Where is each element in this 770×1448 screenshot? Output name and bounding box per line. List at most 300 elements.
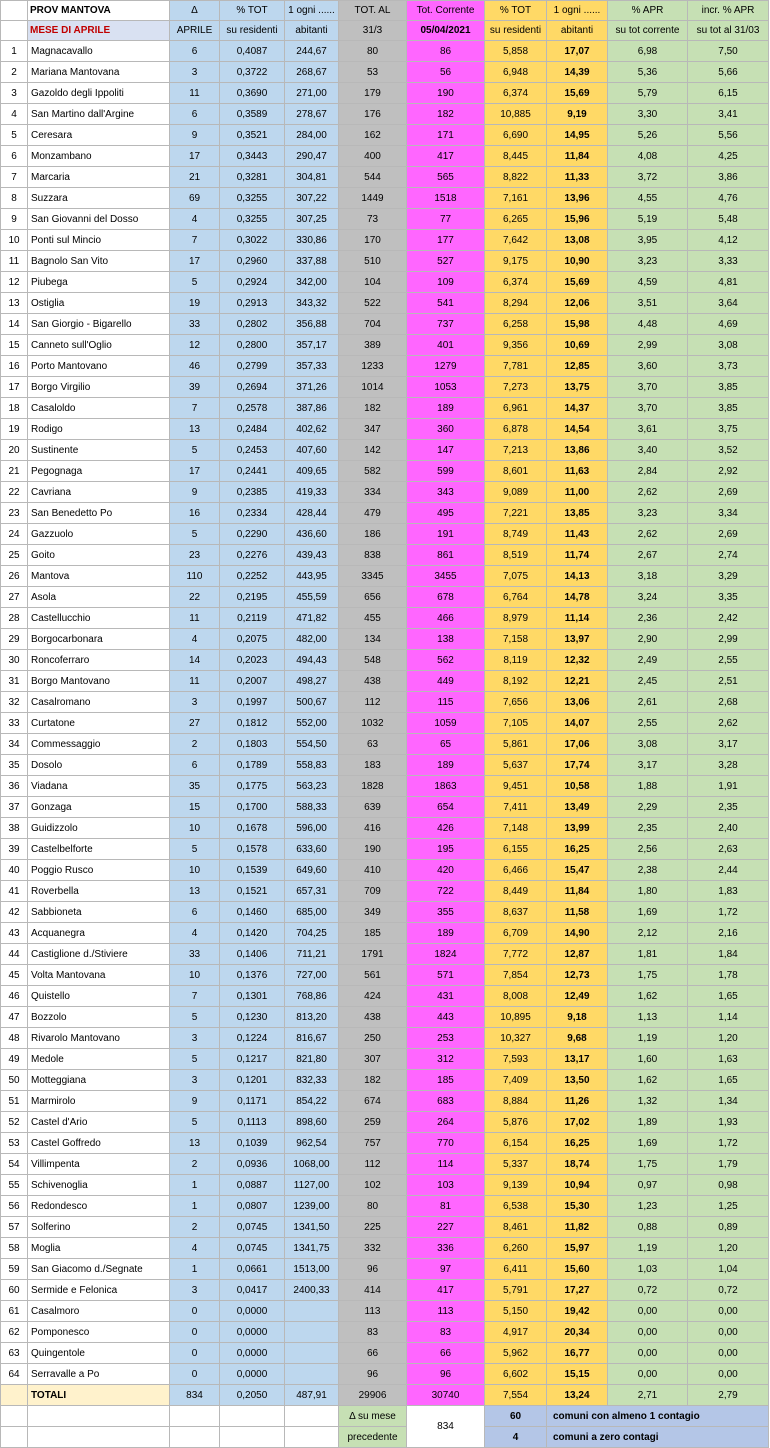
one-every-inhabitants-cell[interactable]: 727,00 (285, 965, 339, 986)
incr-pct-april-cell[interactable]: 3,64 (688, 293, 769, 314)
totals-cell[interactable]: 30740 (407, 1385, 485, 1406)
incr-pct-april-cell[interactable]: 0,72 (688, 1280, 769, 1301)
one-every-current-cell[interactable]: 17,74 (547, 755, 608, 776)
total-current-cell[interactable]: 683 (407, 1091, 485, 1112)
total-current-cell[interactable]: 96 (407, 1364, 485, 1385)
pct-tot-current-cell[interactable]: 6,961 (485, 398, 547, 419)
one-every-inhabitants-cell[interactable]: 343,32 (285, 293, 339, 314)
one-every-inhabitants-cell[interactable]: 1127,00 (285, 1175, 339, 1196)
total-31-3-cell[interactable]: 259 (339, 1112, 407, 1133)
total-current-cell[interactable]: 678 (407, 587, 485, 608)
pct-april-cell[interactable]: 4,48 (608, 314, 688, 335)
total-current-cell[interactable]: 77 (407, 209, 485, 230)
total-31-3-cell[interactable]: 307 (339, 1049, 407, 1070)
one-every-current-cell[interactable]: 14,90 (547, 923, 608, 944)
empty-cell[interactable] (28, 1406, 170, 1427)
header-cell[interactable]: su residenti (220, 21, 285, 41)
delta-april-cell[interactable]: 6 (170, 104, 220, 125)
pct-tot-current-cell[interactable]: 7,854 (485, 965, 547, 986)
pct-april-cell[interactable]: 1,13 (608, 1007, 688, 1028)
incr-pct-april-cell[interactable]: 2,74 (688, 545, 769, 566)
delta-label-1[interactable]: Δ su mese (339, 1406, 407, 1427)
pct-tot-current-cell[interactable]: 8,008 (485, 986, 547, 1007)
pct-tot-residents-cell[interactable]: 0,3722 (220, 62, 285, 83)
total-31-3-cell[interactable]: 1791 (339, 944, 407, 965)
total-31-3-cell[interactable]: 170 (339, 230, 407, 251)
one-every-current-cell[interactable]: 10,58 (547, 776, 608, 797)
pct-april-cell[interactable]: 3,23 (608, 251, 688, 272)
header-cell[interactable]: su tot al 31/03 (688, 21, 769, 41)
row-number-cell[interactable]: 12 (1, 272, 28, 293)
one-every-current-cell[interactable]: 12,73 (547, 965, 608, 986)
delta-april-cell[interactable]: 46 (170, 356, 220, 377)
municipality-name-cell[interactable]: Asola (28, 587, 170, 608)
delta-april-cell[interactable]: 4 (170, 923, 220, 944)
total-current-cell[interactable]: 103 (407, 1175, 485, 1196)
pct-tot-residents-cell[interactable]: 0,2913 (220, 293, 285, 314)
pct-tot-residents-cell[interactable]: 0,1406 (220, 944, 285, 965)
delta-april-cell[interactable]: 22 (170, 587, 220, 608)
row-number-cell[interactable]: 18 (1, 398, 28, 419)
totals-cell[interactable]: 0,2050 (220, 1385, 285, 1406)
delta-april-cell[interactable]: 1 (170, 1259, 220, 1280)
one-every-current-cell[interactable]: 13,06 (547, 692, 608, 713)
one-every-current-cell[interactable]: 10,94 (547, 1175, 608, 1196)
municipality-name-cell[interactable]: Castiglione d./Stiviere (28, 944, 170, 965)
delta-april-cell[interactable]: 9 (170, 125, 220, 146)
pct-tot-current-cell[interactable]: 7,593 (485, 1049, 547, 1070)
one-every-current-cell[interactable]: 13,50 (547, 1070, 608, 1091)
total-current-cell[interactable]: 343 (407, 482, 485, 503)
total-31-3-cell[interactable]: 479 (339, 503, 407, 524)
row-number-cell[interactable]: 50 (1, 1070, 28, 1091)
row-number-cell[interactable]: 47 (1, 1007, 28, 1028)
one-every-current-cell[interactable]: 10,90 (547, 251, 608, 272)
total-current-cell[interactable]: 56 (407, 62, 485, 83)
total-current-cell[interactable]: 3455 (407, 566, 485, 587)
total-current-cell[interactable]: 189 (407, 923, 485, 944)
one-every-current-cell[interactable]: 11,33 (547, 167, 608, 188)
empty-cell[interactable] (170, 1406, 220, 1427)
pct-tot-residents-cell[interactable]: 0,0000 (220, 1301, 285, 1322)
pct-april-cell[interactable]: 3,08 (608, 734, 688, 755)
delta-april-cell[interactable]: 9 (170, 482, 220, 503)
pct-tot-residents-cell[interactable]: 0,2441 (220, 461, 285, 482)
row-number-cell[interactable]: 32 (1, 692, 28, 713)
total-current-cell[interactable]: 861 (407, 545, 485, 566)
total-current-cell[interactable]: 86 (407, 41, 485, 62)
municipality-name-cell[interactable]: Medole (28, 1049, 170, 1070)
one-every-inhabitants-cell[interactable]: 832,33 (285, 1070, 339, 1091)
one-every-inhabitants-cell[interactable]: 558,83 (285, 755, 339, 776)
row-number-cell[interactable]: 57 (1, 1217, 28, 1238)
municipality-name-cell[interactable]: Gonzaga (28, 797, 170, 818)
pct-tot-residents-cell[interactable]: 0,2252 (220, 566, 285, 587)
incr-pct-april-cell[interactable]: 2,16 (688, 923, 769, 944)
pct-tot-residents-cell[interactable]: 0,1217 (220, 1049, 285, 1070)
row-number-cell[interactable]: 17 (1, 377, 28, 398)
one-every-inhabitants-cell[interactable]: 428,44 (285, 503, 339, 524)
row-number-cell[interactable]: 20 (1, 440, 28, 461)
total-31-3-cell[interactable]: 1032 (339, 713, 407, 734)
municipality-name-cell[interactable]: Serravalle a Po (28, 1364, 170, 1385)
pct-tot-residents-cell[interactable]: 0,1803 (220, 734, 285, 755)
pct-april-cell[interactable]: 1,03 (608, 1259, 688, 1280)
pct-april-cell[interactable]: 3,60 (608, 356, 688, 377)
incr-pct-april-cell[interactable]: 3,08 (688, 335, 769, 356)
delta-april-cell[interactable]: 0 (170, 1301, 220, 1322)
one-every-inhabitants-cell[interactable]: 588,33 (285, 797, 339, 818)
municipality-name-cell[interactable]: Gazoldo degli Ippoliti (28, 83, 170, 104)
header-cell[interactable]: % TOT (485, 1, 547, 21)
one-every-inhabitants-cell[interactable]: 471,82 (285, 608, 339, 629)
one-every-current-cell[interactable]: 10,69 (547, 335, 608, 356)
municipality-name-cell[interactable]: Casalromano (28, 692, 170, 713)
one-every-current-cell[interactable]: 16,25 (547, 839, 608, 860)
row-number-cell[interactable]: 61 (1, 1301, 28, 1322)
total-current-cell[interactable]: 541 (407, 293, 485, 314)
total-31-3-cell[interactable]: 510 (339, 251, 407, 272)
pct-tot-residents-cell[interactable]: 0,1775 (220, 776, 285, 797)
one-every-inhabitants-cell[interactable]: 307,22 (285, 188, 339, 209)
pct-tot-residents-cell[interactable]: 0,3255 (220, 209, 285, 230)
header-cell[interactable]: APRILE (170, 21, 220, 41)
total-current-cell[interactable]: 83 (407, 1322, 485, 1343)
row-number-cell[interactable]: 19 (1, 419, 28, 440)
empty-cell[interactable] (1, 1427, 28, 1448)
pct-april-cell[interactable]: 3,51 (608, 293, 688, 314)
total-31-3-cell[interactable]: 80 (339, 1196, 407, 1217)
row-number-cell[interactable]: 22 (1, 482, 28, 503)
municipality-name-cell[interactable]: Viadana (28, 776, 170, 797)
pct-tot-residents-cell[interactable]: 0,1301 (220, 986, 285, 1007)
count-with-cases[interactable]: 60 (485, 1406, 547, 1427)
row-number-cell[interactable]: 46 (1, 986, 28, 1007)
delta-april-cell[interactable]: 23 (170, 545, 220, 566)
row-number-cell[interactable]: 62 (1, 1322, 28, 1343)
one-every-inhabitants-cell[interactable]: 407,60 (285, 440, 339, 461)
delta-april-cell[interactable]: 11 (170, 83, 220, 104)
municipality-name-cell[interactable]: Mariana Mantovana (28, 62, 170, 83)
row-number-cell[interactable]: 54 (1, 1154, 28, 1175)
pct-tot-residents-cell[interactable]: 0,2960 (220, 251, 285, 272)
pct-tot-residents-cell[interactable]: 0,2694 (220, 377, 285, 398)
one-every-inhabitants-cell[interactable]: 1341,75 (285, 1238, 339, 1259)
delta-april-cell[interactable]: 1 (170, 1196, 220, 1217)
total-current-cell[interactable]: 654 (407, 797, 485, 818)
pct-tot-current-cell[interactable]: 5,337 (485, 1154, 547, 1175)
pct-tot-residents-cell[interactable]: 0,1039 (220, 1133, 285, 1154)
pct-tot-residents-cell[interactable]: 0,2453 (220, 440, 285, 461)
pct-april-cell[interactable]: 1,23 (608, 1196, 688, 1217)
pct-april-cell[interactable]: 2,35 (608, 818, 688, 839)
pct-tot-current-cell[interactable]: 6,878 (485, 419, 547, 440)
total-31-3-cell[interactable]: 63 (339, 734, 407, 755)
one-every-inhabitants-cell[interactable] (285, 1301, 339, 1322)
row-number-cell[interactable]: 13 (1, 293, 28, 314)
pct-tot-residents-cell[interactable]: 0,0745 (220, 1238, 285, 1259)
empty-cell[interactable] (28, 1427, 170, 1448)
one-every-inhabitants-cell[interactable]: 436,60 (285, 524, 339, 545)
one-every-current-cell[interactable]: 12,87 (547, 944, 608, 965)
pct-april-cell[interactable]: 0,00 (608, 1301, 688, 1322)
pct-tot-current-cell[interactable]: 6,155 (485, 839, 547, 860)
row-number-cell[interactable]: 52 (1, 1112, 28, 1133)
pct-tot-residents-cell[interactable]: 0,2385 (220, 482, 285, 503)
incr-pct-april-cell[interactable]: 1,65 (688, 1070, 769, 1091)
one-every-inhabitants-cell[interactable]: 284,00 (285, 125, 339, 146)
pct-april-cell[interactable]: 0,00 (608, 1364, 688, 1385)
delta-april-cell[interactable]: 13 (170, 419, 220, 440)
municipality-name-cell[interactable]: Ceresara (28, 125, 170, 146)
one-every-inhabitants-cell[interactable]: 342,00 (285, 272, 339, 293)
pct-tot-current-cell[interactable]: 8,601 (485, 461, 547, 482)
incr-pct-april-cell[interactable]: 3,29 (688, 566, 769, 587)
one-every-inhabitants-cell[interactable]: 657,31 (285, 881, 339, 902)
total-current-cell[interactable]: 253 (407, 1028, 485, 1049)
row-number-cell[interactable]: 43 (1, 923, 28, 944)
pct-tot-current-cell[interactable]: 10,327 (485, 1028, 547, 1049)
municipality-name-cell[interactable]: Suzzara (28, 188, 170, 209)
total-current-cell[interactable]: 1863 (407, 776, 485, 797)
pct-april-cell[interactable]: 2,36 (608, 608, 688, 629)
pct-tot-residents-cell[interactable]: 0,2799 (220, 356, 285, 377)
municipality-name-cell[interactable]: Dosolo (28, 755, 170, 776)
pct-tot-current-cell[interactable]: 10,885 (485, 104, 547, 125)
one-every-inhabitants-cell[interactable] (285, 1322, 339, 1343)
total-current-cell[interactable]: 466 (407, 608, 485, 629)
pct-tot-current-cell[interactable]: 7,105 (485, 713, 547, 734)
pct-april-cell[interactable]: 0,00 (608, 1322, 688, 1343)
pct-april-cell[interactable]: 2,45 (608, 671, 688, 692)
pct-tot-current-cell[interactable]: 10,895 (485, 1007, 547, 1028)
pct-april-cell[interactable]: 3,24 (608, 587, 688, 608)
incr-pct-april-cell[interactable]: 3,28 (688, 755, 769, 776)
delta-april-cell[interactable]: 7 (170, 986, 220, 1007)
row-number-cell[interactable]: 3 (1, 83, 28, 104)
row-number-cell[interactable]: 45 (1, 965, 28, 986)
total-31-3-cell[interactable]: 3345 (339, 566, 407, 587)
one-every-current-cell[interactable]: 15,97 (547, 1238, 608, 1259)
row-number-cell[interactable]: 63 (1, 1343, 28, 1364)
pct-april-cell[interactable]: 0,00 (608, 1343, 688, 1364)
province-title[interactable]: PROV MANTOVA (28, 1, 170, 21)
one-every-current-cell[interactable]: 9,18 (547, 1007, 608, 1028)
one-every-inhabitants-cell[interactable]: 633,60 (285, 839, 339, 860)
row-number-cell[interactable]: 8 (1, 188, 28, 209)
total-31-3-cell[interactable]: 1014 (339, 377, 407, 398)
row-number-cell[interactable]: 2 (1, 62, 28, 83)
pct-tot-residents-cell[interactable]: 0,1578 (220, 839, 285, 860)
total-current-cell[interactable]: 1518 (407, 188, 485, 209)
header-cell[interactable]: 1 ogni ...... (285, 1, 339, 21)
pct-tot-residents-cell[interactable]: 0,3521 (220, 125, 285, 146)
one-every-inhabitants-cell[interactable]: 816,67 (285, 1028, 339, 1049)
total-current-cell[interactable]: 191 (407, 524, 485, 545)
pct-tot-residents-cell[interactable]: 0,2023 (220, 650, 285, 671)
empty-cell[interactable] (220, 1406, 285, 1427)
delta-april-cell[interactable]: 5 (170, 272, 220, 293)
one-every-inhabitants-cell[interactable]: 356,88 (285, 314, 339, 335)
pct-tot-current-cell[interactable]: 4,917 (485, 1322, 547, 1343)
total-current-cell[interactable]: 115 (407, 692, 485, 713)
pct-tot-current-cell[interactable]: 7,221 (485, 503, 547, 524)
header-cell[interactable]: 05/04/2021 (407, 21, 485, 41)
pct-april-cell[interactable]: 1,62 (608, 986, 688, 1007)
delta-april-cell[interactable]: 5 (170, 440, 220, 461)
pct-tot-current-cell[interactable]: 8,294 (485, 293, 547, 314)
row-number-cell[interactable]: 10 (1, 230, 28, 251)
one-every-current-cell[interactable]: 11,58 (547, 902, 608, 923)
delta-april-cell[interactable]: 2 (170, 734, 220, 755)
one-every-current-cell[interactable]: 19,42 (547, 1301, 608, 1322)
municipality-name-cell[interactable]: Monzambano (28, 146, 170, 167)
totals-cell[interactable]: 2,79 (688, 1385, 769, 1406)
total-31-3-cell[interactable]: 438 (339, 1007, 407, 1028)
pct-april-cell[interactable]: 1,80 (608, 881, 688, 902)
delta-april-cell[interactable]: 69 (170, 188, 220, 209)
one-every-inhabitants-cell[interactable]: 704,25 (285, 923, 339, 944)
municipality-name-cell[interactable]: Porto Mantovano (28, 356, 170, 377)
pct-tot-residents-cell[interactable]: 0,3281 (220, 167, 285, 188)
one-every-inhabitants-cell[interactable] (285, 1343, 339, 1364)
incr-pct-april-cell[interactable]: 1,83 (688, 881, 769, 902)
incr-pct-april-cell[interactable]: 4,69 (688, 314, 769, 335)
pct-april-cell[interactable]: 1,32 (608, 1091, 688, 1112)
one-every-current-cell[interactable]: 18,74 (547, 1154, 608, 1175)
pct-april-cell[interactable]: 5,79 (608, 83, 688, 104)
delta-april-cell[interactable]: 3 (170, 62, 220, 83)
one-every-inhabitants-cell[interactable]: 439,43 (285, 545, 339, 566)
total-31-3-cell[interactable]: 162 (339, 125, 407, 146)
pct-tot-residents-cell[interactable]: 0,1376 (220, 965, 285, 986)
pct-tot-residents-cell[interactable]: 0,1539 (220, 860, 285, 881)
total-current-cell[interactable]: 417 (407, 1280, 485, 1301)
pct-tot-residents-cell[interactable]: 0,2802 (220, 314, 285, 335)
total-current-cell[interactable]: 189 (407, 398, 485, 419)
pct-tot-residents-cell[interactable]: 0,1678 (220, 818, 285, 839)
row-number-cell[interactable]: 56 (1, 1196, 28, 1217)
delta-april-cell[interactable]: 3 (170, 1028, 220, 1049)
pct-tot-residents-cell[interactable]: 0,1113 (220, 1112, 285, 1133)
pct-april-cell[interactable]: 1,69 (608, 1133, 688, 1154)
header-cell[interactable]: TOT. AL (339, 1, 407, 21)
header-cell[interactable]: su tot corrente (608, 21, 688, 41)
delta-april-cell[interactable]: 16 (170, 503, 220, 524)
one-every-inhabitants-cell[interactable]: 455,59 (285, 587, 339, 608)
incr-pct-april-cell[interactable]: 2,35 (688, 797, 769, 818)
municipality-name-cell[interactable]: Roverbella (28, 881, 170, 902)
pct-tot-current-cell[interactable]: 5,791 (485, 1280, 547, 1301)
pct-tot-current-cell[interactable]: 5,962 (485, 1343, 547, 1364)
count-zero[interactable]: 4 (485, 1427, 547, 1448)
total-current-cell[interactable]: 737 (407, 314, 485, 335)
municipality-name-cell[interactable]: Cavriana (28, 482, 170, 503)
total-31-3-cell[interactable]: 455 (339, 608, 407, 629)
total-31-3-cell[interactable]: 179 (339, 83, 407, 104)
delta-april-cell[interactable]: 13 (170, 881, 220, 902)
one-every-current-cell[interactable]: 16,25 (547, 1133, 608, 1154)
pct-tot-current-cell[interactable]: 8,884 (485, 1091, 547, 1112)
row-number-cell[interactable]: 49 (1, 1049, 28, 1070)
incr-pct-april-cell[interactable]: 1,34 (688, 1091, 769, 1112)
one-every-current-cell[interactable]: 13,99 (547, 818, 608, 839)
incr-pct-april-cell[interactable]: 3,34 (688, 503, 769, 524)
delta-april-cell[interactable]: 17 (170, 461, 220, 482)
pct-april-cell[interactable]: 1,88 (608, 776, 688, 797)
total-31-3-cell[interactable]: 112 (339, 692, 407, 713)
total-31-3-cell[interactable]: 190 (339, 839, 407, 860)
label-zero[interactable]: comuni a zero contagi (547, 1427, 769, 1448)
row-number-cell[interactable]: 48 (1, 1028, 28, 1049)
municipality-name-cell[interactable]: Commessaggio (28, 734, 170, 755)
pct-tot-current-cell[interactable]: 6,709 (485, 923, 547, 944)
delta-april-cell[interactable]: 9 (170, 1091, 220, 1112)
header-cell[interactable]: Tot. Corrente (407, 1, 485, 21)
delta-april-cell[interactable]: 11 (170, 671, 220, 692)
delta-april-cell[interactable]: 7 (170, 398, 220, 419)
header-cell[interactable]: 1 ogni ...... (547, 1, 608, 21)
one-every-inhabitants-cell[interactable]: 498,27 (285, 671, 339, 692)
row-number-cell[interactable]: 1 (1, 41, 28, 62)
total-current-cell[interactable]: 1053 (407, 377, 485, 398)
incr-pct-april-cell[interactable]: 1,65 (688, 986, 769, 1007)
one-every-current-cell[interactable]: 14,13 (547, 566, 608, 587)
pct-tot-current-cell[interactable]: 7,656 (485, 692, 547, 713)
total-current-cell[interactable]: 770 (407, 1133, 485, 1154)
pct-april-cell[interactable]: 3,70 (608, 377, 688, 398)
total-current-cell[interactable]: 147 (407, 440, 485, 461)
pct-tot-current-cell[interactable]: 8,979 (485, 608, 547, 629)
municipality-name-cell[interactable]: Ponti sul Mincio (28, 230, 170, 251)
incr-pct-april-cell[interactable]: 3,52 (688, 440, 769, 461)
pct-april-cell[interactable]: 1,75 (608, 965, 688, 986)
total-31-3-cell[interactable]: 709 (339, 881, 407, 902)
one-every-current-cell[interactable]: 15,69 (547, 83, 608, 104)
pct-tot-residents-cell[interactable]: 0,0000 (220, 1364, 285, 1385)
row-number-cell[interactable]: 23 (1, 503, 28, 524)
total-current-cell[interactable]: 527 (407, 251, 485, 272)
total-31-3-cell[interactable]: 112 (339, 1154, 407, 1175)
pct-april-cell[interactable]: 2,55 (608, 713, 688, 734)
delta-april-cell[interactable]: 110 (170, 566, 220, 587)
one-every-current-cell[interactable]: 15,15 (547, 1364, 608, 1385)
pct-tot-residents-cell[interactable]: 0,4087 (220, 41, 285, 62)
incr-pct-april-cell[interactable]: 1,14 (688, 1007, 769, 1028)
pct-april-cell[interactable]: 3,17 (608, 755, 688, 776)
pct-tot-residents-cell[interactable]: 0,1171 (220, 1091, 285, 1112)
row-number-cell[interactable]: 14 (1, 314, 28, 335)
header-cell[interactable]: abitanti (547, 21, 608, 41)
row-number-cell[interactable]: 60 (1, 1280, 28, 1301)
totals-cell[interactable]: TOTALI (28, 1385, 170, 1406)
pct-tot-current-cell[interactable]: 9,089 (485, 482, 547, 503)
total-current-cell[interactable]: 355 (407, 902, 485, 923)
one-every-current-cell[interactable]: 14,37 (547, 398, 608, 419)
one-every-inhabitants-cell[interactable]: 330,86 (285, 230, 339, 251)
incr-pct-april-cell[interactable]: 0,00 (688, 1364, 769, 1385)
total-31-3-cell[interactable]: 183 (339, 755, 407, 776)
pct-tot-current-cell[interactable]: 7,409 (485, 1070, 547, 1091)
one-every-current-cell[interactable]: 11,14 (547, 608, 608, 629)
total-current-cell[interactable]: 312 (407, 1049, 485, 1070)
one-every-current-cell[interactable]: 17,27 (547, 1280, 608, 1301)
pct-tot-residents-cell[interactable]: 0,3443 (220, 146, 285, 167)
pct-tot-current-cell[interactable]: 6,260 (485, 1238, 547, 1259)
municipality-name-cell[interactable]: Guidizzolo (28, 818, 170, 839)
delta-april-cell[interactable]: 17 (170, 146, 220, 167)
total-31-3-cell[interactable]: 414 (339, 1280, 407, 1301)
